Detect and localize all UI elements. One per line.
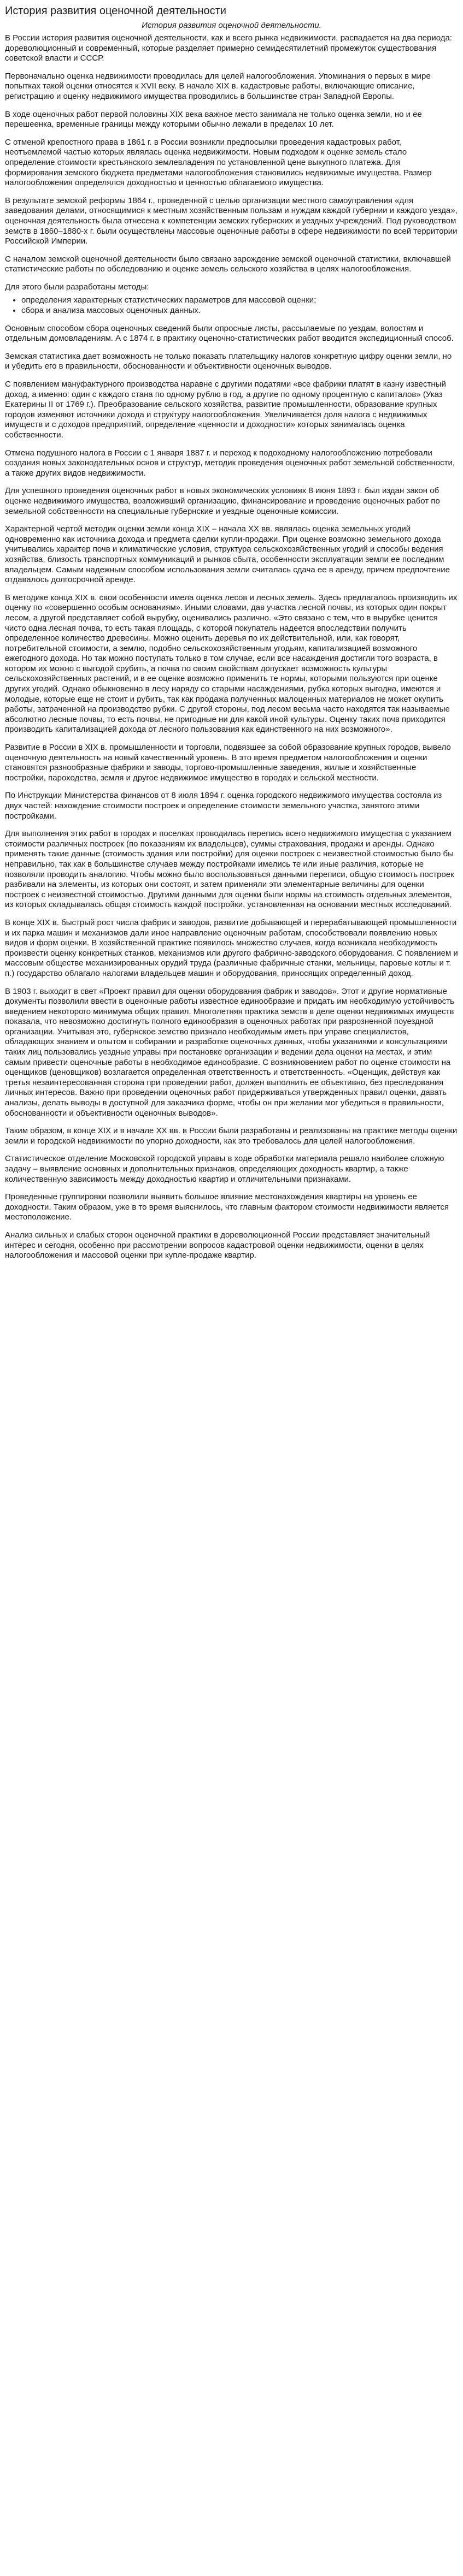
list-item: • определения характерных статистических параметров для массовой оценки; xyxy=(21,295,458,306)
article xyxy=(0,0,463,1275)
paragraph: Земская статистика дает возможность не только показать плательщику налогов конкретную цифру оценки земли, но и убедить его в правильности, обоснованности и объективности оценочных выводов. xyxy=(5,351,452,371)
paragraph: Статистическое отделение Московской городской управы в ходе обработки материала решало наиболее сложную задачу – выявление основных и дополнительных признаков, определяющих доходность квартир, а также количественную зависимость между доходностью квартир и отличительными признаками. xyxy=(5,1154,444,1184)
paragraph: В методике конца XIX в. свои особенности имела оценка лесов и лесных земель. Здесь предлагалось производить их оценку по «совершенно особым основаниям». Иными словами, дав участка лесной почвы, из которых один покрыт лесом, а другой представляет собой вырубку, оценивались различно. «Это связано с тем, что в вырубке ценится чисто одна лесная почва, то есть такая площадь, с которой покупатель надеется впоследствии получить определенное количество древесины. Можно оценить деревья по их действительной, или, как говорят, потребительной стоимости, а землю, подобно сельскохозяйственным угодьям, капитализацией возможного ежегодного дохода. Но так можно поступать только в том случае, если все насаждения достигли того возраста, в котором их можно с выгодой срубить, а почва по своим свойствам допускает возможность культуры сельскохозяйственных растений, и в ее оценке возможно применить те нормы, которыми пользуются при оценке других угодий. Однако обыкновенно в лесу наряду со старыми насаждениями, рубка которых выгодна, имеются и молодые, которые еще не стоит и рубить, так как продажа полученных малоценных материалов не может окупить работы, затраченной на производство рубки. С другой стороны, под лесом весьма часто находятся так называемые абсолютно лесные почвы, то есть почвы, не пригодные ни для какой иной культуры. Оценку таких почв приходится производить капитализацией дохода от лесного пользования как единственного на них возможного». xyxy=(5,593,458,735)
paragraph: По Инструкции Министерства финансов от 8 июля 1894 г. оценка городского недвижимого имущества состояла из двух частей: нахождение стоимости построек и определение стоимости земельного участка, занятого этими постройками. xyxy=(5,791,442,821)
paragraph: В ходе оценочных работ первой половины XIX века важное место занимала не только оценка земли, но и ее перешеенка, временные границы между которыми обычно лежали в пределах 10 лет. xyxy=(5,109,422,129)
paragraph: В конце XIX в. быстрый рост числа фабрик и заводов, развитие добывающей и перерабатывающей промышленности и их парка машин и механизмов дали иное направление оценочным работам, способствовали появлению новых видов и форм оценки. В хозяйственной практике появилось множество случаев, когда возникала необходимость произвести оценку конкретных станков, механизмов или другого фабрично-заводского оборудования. С появлением и массовым обществе механизированных орудий труда (различные фабричные станки, мельницы, паровые котлы и т. п.) государство облагало налогами владельцев машин и оборудования, приносящих определенный доход. xyxy=(5,917,458,978)
paragraph: В 1903 г. выходит в свет «Проект правил для оценки оборудования фабрик и заводов». Этот и другие нормативные документы позволили ввести в оценочные работы известное единообразие и придать им необходимую устойчивость введением некоторого минимума общих правил. Многолетняя практика земств в деле оценки недвижимых имуществ показала, что невозможно достигнуть полного единообразия в оценочных работах при разрозненной поуездной организации. Учитывая это, губернское земство признало необходимым иметь при управе специалистов, обладающих знанием и опытом в собирании и разработке оценочных данных, чтобы указаниями и консультациями таких лиц пользовались уездные управы при постановке организации и ведении дела оценки на местах, и этим самым привести оценочные работы в необходимое единообразие. С возникновением работ по оценке стоимости на оценщиков (ценовщиков) возлагается определенная ответственность и ответственность. «Оценщик, действуя как третья незаинтересованная сторона при проведении работ, должен выполнить ее объективно, без преследования личных интересов. Важно при проведении оценочных работ придерживаться утвержденных правил оценки, давать анализы, делать выводы в доступной для заказчика форме, чтобы он при желании мог убедиться в правильности, обоснованности и объективности оценочных выводов». xyxy=(5,986,454,1118)
article-subtitle: История развития оценочной деятельности. xyxy=(142,21,321,30)
paragraph: С отменой крепостного права в 1861 г. в России возникли предпосылки проведения кадастровых работ, неотъемлемой частью которых являлась оценка недвижимости. Новым подходом к оценке земель стало определение стоимости крестьянского землевладения по установленной цене выкупного платежа. Для формирования земского бюджета предметами налогообложения становились недвижимые имущества. Размер налогообложения определялся доходностью и ценностью облагаемого имущества. xyxy=(5,137,432,188)
paragraph: Развитие в России в XIX в. промышленности и торговли, подвязшее за собой образование крупных городов, вывело оценочную деятельность на новый качественный уровень. В это время предметом налогообложения и оценки становятся разнообразные фабрики и заводы, торгово-промышленные заведения, жилые и хозяйственные постройки, пароходства, земля и другое недвижимое имущество в городах и сельской местности. xyxy=(5,743,451,783)
paragraph: Характерной чертой методик оценки земли конца XIX – начала XX вв. являлась оценка земельных угодий одновременно как источника дохода и предмета сделки купли-продажи. При оценке возможно земельного дохода учитывались характер почв и климатические условия, структура сельскохозяйственных угодий и способы ведения хозяйства, близость транспортных коммуникаций и рынков сбыта, особенности эксплуатации земли ее последним владельцем. Самым надежным способом использования земли считалась сдача ее в аренду, причем предпочтение отдавалось долгосрочной аренде. xyxy=(5,524,450,585)
paragraph: Первоначально оценка недвижимости проводилась для целей налогообложения. Упоминания о первых в мире попытках такой оценки относятся к XVII веку. В начале XIX в. кадастровые работы, включающие описание, регистрацию и оценку недвижимого имущества проводились в большинстве стран Западной Европы. xyxy=(5,71,431,101)
paragraph: С появлением мануфактурного производства наравне с другими податями «все фабрики платят в казну известный доход, а именно: один с каждого стана по одному рублю в год, а другие по одному процентную с капиталов» (Указ Екатерины II от 1769 г.). Преобразование сельского хозяйства, развитие промышленности, образование крупных городов изменяют источники дохода и структуру налогообложения. Увеличивается доля налога с недвижимых имуществ и с доходов предприятий, определение «ценности и доходности» которых занималась оценка собственности. xyxy=(5,380,446,440)
paragraph: Анализ сильных и слабых сторон оценочной практики в дореволюционной России представляет значительный интерес и сегодня, особенно при рассмотрении вопросов кадастровой оценки недвижимости, оценки в целях налогообложения и массовой оценки при купле-продаже квартир. xyxy=(5,1230,430,1260)
paragraph: В результате земской реформы 1864 г., проведенной с целью организации местного самоуправления «для заведования делами, относящимися к местным хозяйственным пользам и нуждам каждой губернии и каждого уезда», оценочная деятельность была отнесена к компетенции земских губернских и уездных учреждений. Под руководством земств в 1860–1880-х г. были осуществлены массовые оценочные работы в сфере недвижимости по всей территории Российской Империи. xyxy=(5,196,458,246)
paragraph: Отмена подушного налога в России с 1 января 1887 г. и переход к подоходному налогообложению потребовали создания новых законодательных основ и структур, методик проведения оценочных работ земельной собственности, а также других видов недвижимости. xyxy=(5,448,455,478)
paragraph: В России история развития оценочной деятельности, как и всего рынка недвижимости, распадается на два периода: дореволюционный и современный, которые разделяет примерно семидесятилетний промежуток существования советской власти и СССР. xyxy=(5,33,452,63)
list-item: • сбора и анализа массовых оценочных данных. xyxy=(21,306,458,316)
page-title: История развития оценочной деятельности xyxy=(5,5,226,17)
paragraph: Основным способом сбора оценочных сведений были опросные листы, рассылаемые по уездам, волостям и отдельным домовладениям. А с 1874 г. в практику оценочно-статистических работ вводится экспедиционный способ. xyxy=(5,323,454,344)
paragraph: Таким образом, в конце XIX и в начале XX вв. в России были разработаны и реализованы на практике методы оценки земли и городской недвижимости по упорно доходности, как это требовалось для целей налогообложения. xyxy=(5,1126,458,1146)
paragraph: Для успешного проведения оценочных работ в новых экономических условиях 8 июня 1893 г. был издан закон об оценке недвижимого имущества, возложивший организацию, финансирование и проведение оценочных работ по земельной собственности на специальные губернские и уездные оценочные комиссии. xyxy=(5,486,440,516)
paragraph: С началом земской оценочной деятельности было связано зарождение земской оценочной статистики, включавшей статистические работы по обследованию и оценке земель сельского хозяйства в целях налогообложения. xyxy=(5,254,451,274)
paragraph: Проведенные группировки позволили выявить большое влияние местонахождения квартиры на уровень ее доходности. Таким образом, уже в то время выяснилось, что главным фактором стоимости недвижимости является местоположение. xyxy=(5,1192,449,1222)
paragraph: Для этого были разработаны методы: xyxy=(5,282,149,292)
paragraph: Для выполнения этих работ в городах и поселках проводилась перепись всего недвижимого имущества с указанием стоимости различных построек (по показаниям их владельцев), суммы страхования, продажи и аренды. Однако применять такие данные (стоимость здания или постройки) для оценки построек с неизвестной стоимостью было бы неправильно, так как в большинстве случаев между постройками имелись те или иные различия, которые не позволяли проводить аналогию. Чтобы можно было воспользоваться данными переписи, общую стоимость построек разбивали на элементы, из которых они состоят, и затем применяли эти элементарные величины для оценки построек с неизвестной стоимостью. Другими данными для оценки были нормы на стоимость отдельных элементов, из которых складывалась общая стоимость каждой постройки, установленная на основании местных исследований. xyxy=(5,829,454,910)
methods-list xyxy=(5,295,458,316)
